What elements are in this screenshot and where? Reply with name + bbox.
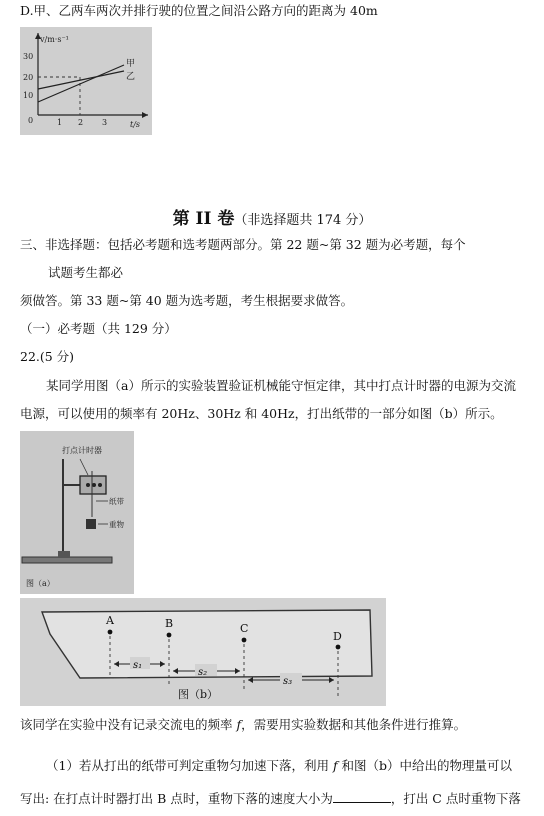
q22-number: 22.(5 分) bbox=[20, 349, 75, 364]
section-subtitle: （非选择题共 174 分） bbox=[234, 213, 372, 228]
segment-s3-label: s₃ bbox=[283, 676, 293, 687]
point-b bbox=[167, 633, 172, 638]
figure-a bbox=[20, 431, 134, 594]
figure-a-caption: 图（a） bbox=[26, 579, 55, 588]
vt-graph bbox=[20, 27, 152, 135]
sub1-freq-symbol: f bbox=[332, 758, 338, 773]
timer-label: 打点计时器 bbox=[62, 446, 102, 455]
point-d bbox=[336, 645, 341, 650]
instructions-line-1: 三、非选择题：包括必考题和选考题两部分。第 22 题~第 32 题为必考题，每个 bbox=[20, 237, 466, 252]
point-c bbox=[242, 638, 247, 643]
x-axis-label: t/s bbox=[130, 120, 141, 129]
freq-symbol: f bbox=[236, 717, 242, 732]
x-tick-1: 1 bbox=[57, 118, 63, 127]
y-axis-label: v/m·s⁻¹ bbox=[40, 35, 69, 44]
tape-label: 纸带 bbox=[109, 497, 124, 506]
y-tick-10: 10 bbox=[23, 91, 34, 100]
point-d-label: D bbox=[333, 630, 342, 643]
y-tick-30: 30 bbox=[23, 52, 34, 61]
sub1-line2-pre: 写出: 在打点计时器打出 B 点时，重物下落的速度大小为 bbox=[20, 791, 333, 806]
q22-freq-post: ，需要用实验数据和其他条件进行推算。 bbox=[241, 717, 467, 732]
point-c-label: C bbox=[240, 622, 249, 635]
q22-sub1-line-2 bbox=[20, 790, 521, 808]
figure-b-caption: 图（b） bbox=[178, 688, 219, 701]
x-tick-3: 3 bbox=[102, 118, 108, 127]
q22-para-line-1: 某同学用图（a）所示的实验装置验证机械能守恒定律，其中打点计时器的电源为交流 bbox=[46, 378, 516, 393]
weight-block bbox=[86, 519, 96, 529]
sub1-pre: （1）若从打出的纸带可判定重物匀加速下落，利用 bbox=[46, 758, 333, 773]
weight-label: 重物 bbox=[109, 520, 124, 529]
option-d: D.甲、乙两车两次并排行驶的位置之间沿公路方向的距离为 40m bbox=[20, 3, 378, 18]
sub1-line2-post: ，打出 C 点时重物下落 bbox=[390, 791, 521, 806]
q22-freq-line bbox=[20, 716, 466, 734]
q22-freq-pre: 该同学在实验中没有记录交流电的频率 bbox=[20, 717, 237, 732]
series-jia-label: 甲 bbox=[126, 59, 136, 69]
q22-para-line-2: 电源，可以使用的频率有 20Hz、30Hz 和 40Hz，打出纸带的一部分如图（b）所示。 bbox=[20, 406, 503, 421]
figure-b bbox=[20, 598, 386, 706]
point-b-label: B bbox=[165, 617, 174, 630]
answer-blank-b[interactable] bbox=[333, 790, 391, 803]
point-a bbox=[108, 630, 113, 635]
point-a-label: A bbox=[106, 614, 114, 627]
instructions-line-2: 试题考生都必 bbox=[48, 265, 124, 280]
instructions-line-3: 须做答。第 33 题~第 40 题为选考题，考生根据要求做答。 bbox=[20, 293, 354, 308]
series-yi-label: 乙 bbox=[126, 72, 136, 82]
x-tick-2: 2 bbox=[78, 118, 84, 127]
q22-sub1-line-1 bbox=[46, 757, 512, 775]
segment-s1-label: s₁ bbox=[133, 660, 143, 671]
y-tick-20: 20 bbox=[23, 73, 34, 82]
section-title-main: 第 II 卷 bbox=[172, 209, 235, 229]
table-base bbox=[22, 557, 112, 563]
y-tick-0: 0 bbox=[28, 116, 34, 125]
sub1-post: 和图（b）中给出的物理量可以 bbox=[337, 758, 513, 773]
segment-s2-label: s₂ bbox=[198, 667, 208, 678]
section-title bbox=[0, 204, 544, 229]
part1-heading: （一）必考题（共 129 分） bbox=[20, 321, 177, 336]
